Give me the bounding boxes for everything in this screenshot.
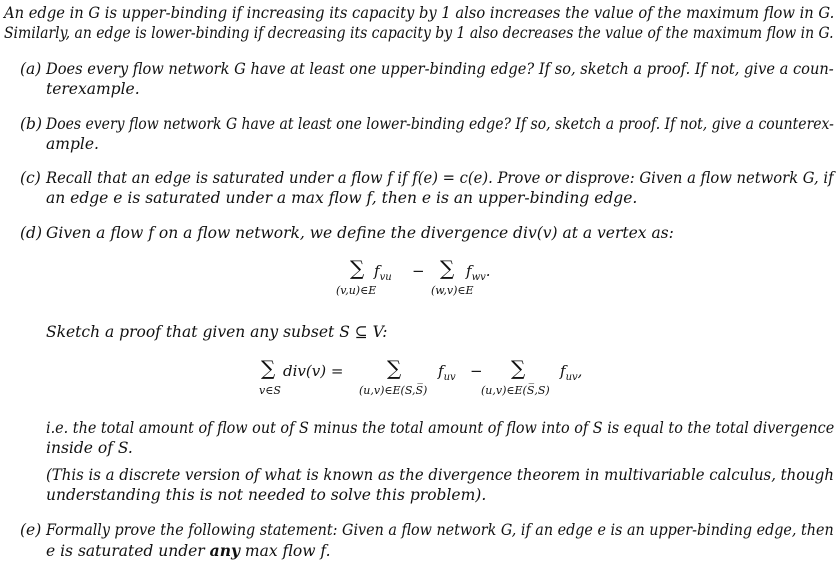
eq1-term1: $f_{vu}$	[374, 262, 392, 283]
eq1-minus: −	[412, 262, 425, 280]
part-b-line-2: ample.	[46, 135, 99, 153]
part-b-label: (b)	[20, 115, 43, 133]
eq2-term2: $f_{uv}$,	[560, 362, 583, 383]
eq2-sub-1: (u,v)∈E(S,S̅)	[359, 384, 428, 397]
part-b-line-1: Does every flow network G have at least one lower-binding edge? If so, sketch a proof. If not, give a counterex-	[46, 115, 834, 133]
sum-symbol-3: ∑	[261, 356, 276, 380]
part-a-label: (a)	[20, 60, 42, 78]
sum-symbol-2: ∑	[440, 256, 455, 280]
part-a-line-2: terexample.	[46, 80, 140, 98]
sum-symbol-4: ∑	[387, 356, 402, 380]
eq2-lhs-sub: v∈S	[259, 384, 281, 397]
sum-symbol-1: ∑	[350, 256, 365, 280]
eq2-minus: −	[470, 362, 483, 380]
part-e-line-2: e is saturated under any max flow f.	[46, 541, 331, 560]
part-c-line-2: an edge e is saturated under a max flow f, then e is an upper-binding edge.	[46, 189, 638, 207]
ie-line-1: i.e. the total amount of flow out of S minus the total amount of flow into of S is equal to the total divergence	[46, 419, 835, 437]
emphasis-any: any	[209, 541, 240, 560]
eq1-sub-2: (w,v)∈E	[431, 284, 474, 297]
intro-line-2: Similarly, an edge is lower-binding if decreasing its capacity by 1 also decreases the value of the maximum flow in G.	[4, 24, 834, 42]
intro-line-1: An edge in G is upper-binding if increasing its capacity by 1 also increases the value of the maximum flow in G.	[4, 4, 835, 22]
part-e-line-1: Formally prove the following statement: Given a flow network G, if an edge e is an upper-binding edge, then	[46, 521, 834, 539]
part-c-label: (c)	[20, 169, 41, 187]
note-line-2: understanding this is not needed to solve this problem).	[46, 486, 487, 504]
eq2-term1: $f_{uv}$	[438, 362, 456, 383]
sum-symbol-5: ∑	[511, 356, 526, 380]
eq2-sub-2: (u,v)∈E(S̅,S)	[481, 384, 550, 397]
part-d-label: (d)	[20, 224, 43, 242]
eq2-lhs: div(v) =	[283, 362, 344, 380]
ie-line-2: inside of S.	[46, 439, 133, 457]
part-e-label: (e)	[20, 521, 42, 539]
part-d-line-2: Sketch a proof that given any subset S ⊆ V:	[46, 323, 388, 341]
eq1-sub-1: (v,u)∈E	[336, 284, 377, 297]
part-c-line-1: Recall that an edge is saturated under a flow f if f(e) = c(e). Prove or disprove: Given a flow network G, if	[46, 169, 834, 187]
part-a-line-1: Does every flow network G have at least one upper-binding edge? If so, sketch a proof. If not, give a coun-	[46, 60, 834, 78]
note-line-1: (This is a discrete version of what is known as the divergence theorem in multivariable calculus, though	[46, 466, 834, 484]
part-d-line-1: Given a flow f on a flow network, we define the divergence div(v) at a vertex as:	[46, 224, 674, 242]
eq1-term2: $f_{wv}$.	[466, 262, 491, 283]
